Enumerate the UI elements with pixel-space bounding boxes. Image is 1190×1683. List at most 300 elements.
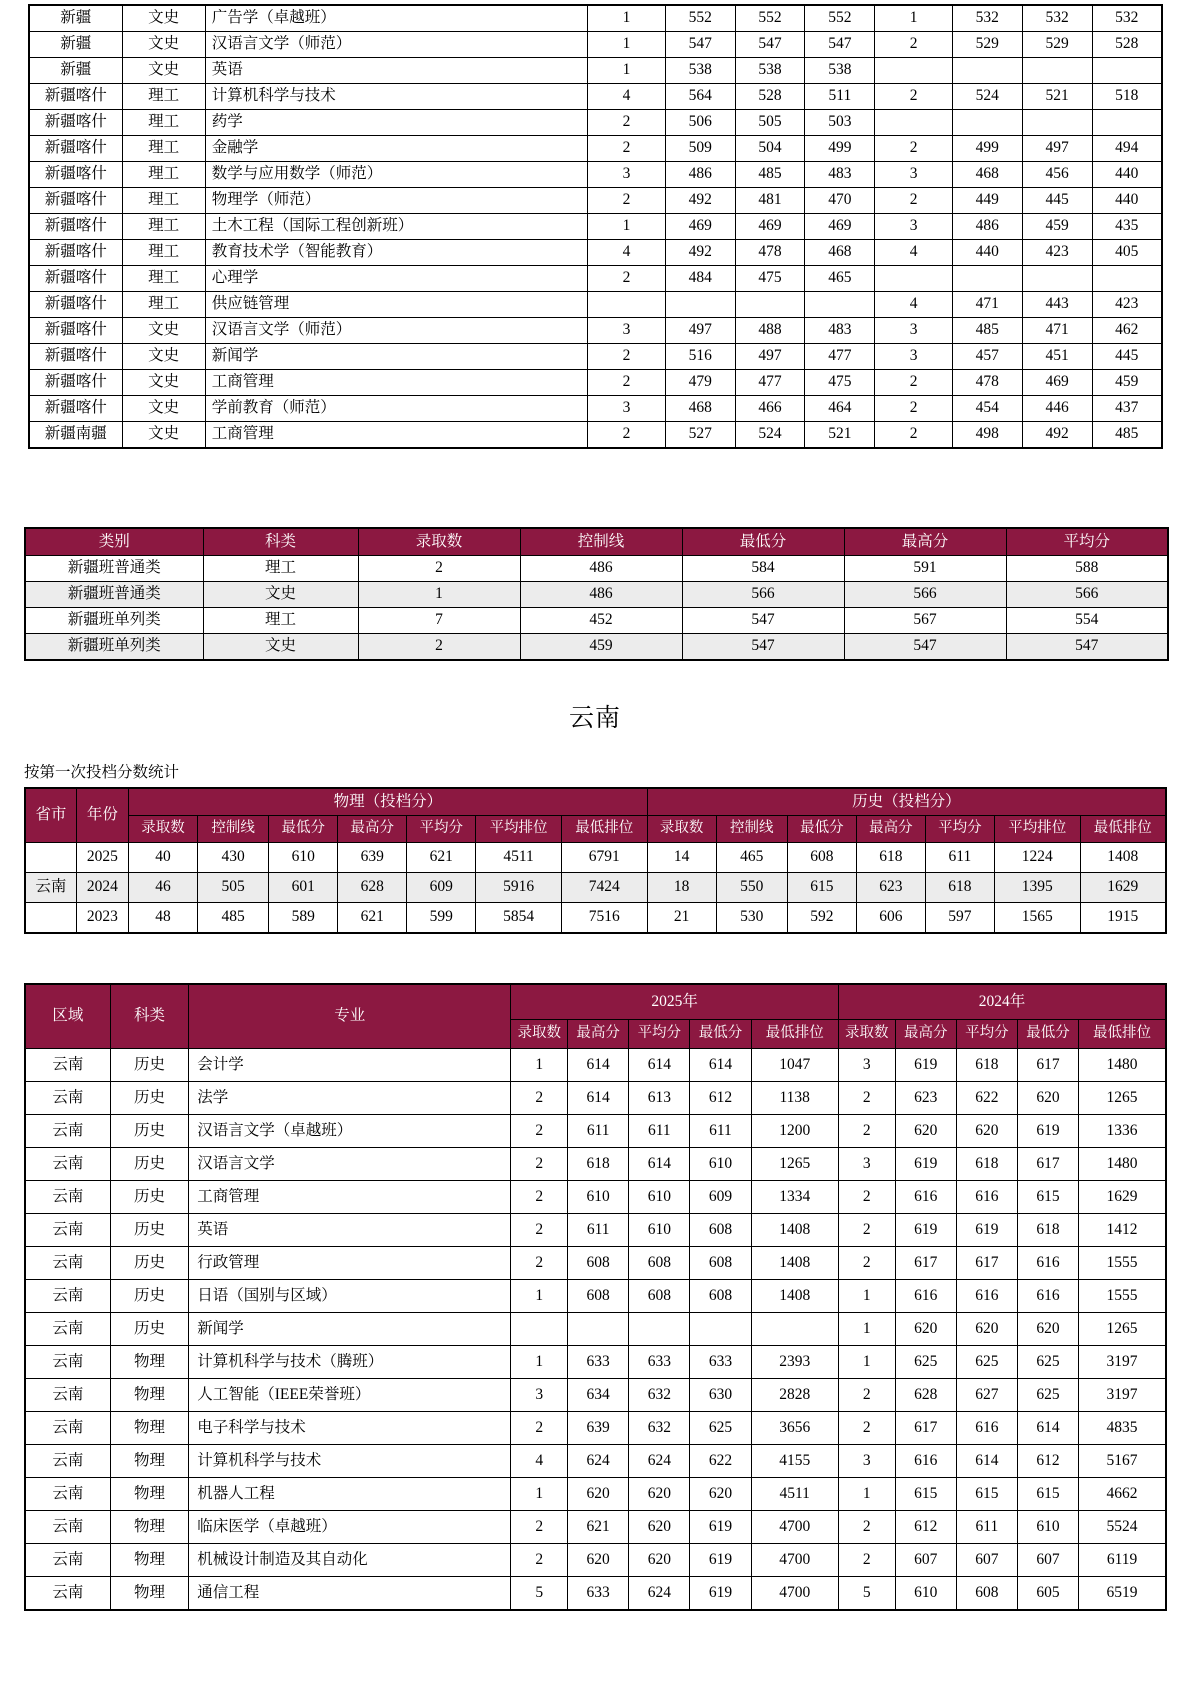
cell-region: 云南 — [25, 1148, 110, 1181]
cell-avg-2024 — [1022, 58, 1092, 84]
cell-max-2024 — [952, 266, 1022, 292]
cell-max-2025: 620 — [568, 1478, 629, 1511]
cell-region: 云南 — [25, 1577, 110, 1611]
cell-kelei: 历史 — [110, 1247, 189, 1280]
cell-count-2025: 2 — [511, 1148, 568, 1181]
cell-count-2025: 2 — [588, 266, 666, 292]
cell-value-13: 1224 — [994, 843, 1080, 873]
cell-control-line: 452 — [520, 608, 682, 634]
cell-kelei: 理工 — [122, 292, 205, 318]
cell-max-2024: 449 — [952, 188, 1022, 214]
cell-avg-2025: 620 — [629, 1478, 690, 1511]
cell-kelei: 理工 — [122, 84, 205, 110]
cell-max-2025 — [665, 292, 735, 318]
cell-min-2025: 633 — [690, 1346, 751, 1379]
cell-max-2025: 608 — [568, 1280, 629, 1313]
cell-min-2025: 630 — [690, 1379, 751, 1412]
cell-value-5: 621 — [407, 843, 476, 873]
group-header-2025: 2025年 — [511, 984, 839, 1020]
col-header-max-score: 最高分 — [844, 528, 1006, 556]
cell-value-14: 1408 — [1080, 843, 1166, 873]
cell-major: 计算机科学与技术（腾班） — [189, 1346, 511, 1379]
cell-count-2024: 1 — [838, 1313, 895, 1346]
cell-avg-2025: 614 — [629, 1148, 690, 1181]
cell-max-2024: 532 — [952, 5, 1022, 32]
cell-max-2025 — [568, 1313, 629, 1346]
table-row — [25, 1247, 1166, 1280]
cell-max-score: 567 — [844, 608, 1006, 634]
cell-major: 汉语言文学 — [189, 1148, 511, 1181]
cell-rank-2024: 3197 — [1079, 1346, 1166, 1379]
cell-major: 通信工程 — [189, 1577, 511, 1611]
cell-major: 广告学（卓越班） — [205, 5, 587, 32]
col-header-category: 类别 — [25, 528, 203, 556]
col-header-control-line: 控制线 — [520, 528, 682, 556]
cell-avg-2024: 492 — [1022, 422, 1092, 449]
cell-kelei: 文史 — [122, 58, 205, 84]
cell-kelei: 理工 — [122, 266, 205, 292]
yunnan-majors-table — [24, 983, 1167, 1611]
cell-kelei: 历史 — [110, 1280, 189, 1313]
cell-value-2: 505 — [198, 873, 269, 903]
cell-max-2024: 619 — [895, 1148, 956, 1181]
cell-avg-2024: 446 — [1022, 396, 1092, 422]
cell-area: 新疆喀什 — [29, 344, 122, 370]
cell-max-2025: 484 — [665, 266, 735, 292]
cell-count-2025: 2 — [511, 1412, 568, 1445]
cell-value-1: 40 — [129, 843, 198, 873]
col-subheader-history-5: 平均排位 — [994, 816, 1080, 843]
cell-region: 云南 — [25, 1115, 110, 1148]
cell-max-2024: 616 — [895, 1280, 956, 1313]
cell-max-2025: 611 — [568, 1115, 629, 1148]
cell-avg-2024: 456 — [1022, 162, 1092, 188]
cell-value-13: 1395 — [994, 873, 1080, 903]
cell-avg-2024: 445 — [1022, 188, 1092, 214]
cell-min-2025: 619 — [690, 1577, 751, 1611]
col-subheader-2025-4: 最低排位 — [751, 1020, 838, 1049]
cell-avg-2025: 632 — [629, 1412, 690, 1445]
cell-value-14: 1915 — [1080, 903, 1166, 934]
cell-max-2025: 468 — [665, 396, 735, 422]
cell-avg-2024: 619 — [956, 1214, 1017, 1247]
cell-rank-2025: 1200 — [751, 1115, 838, 1148]
cell-rank-2024: 1412 — [1079, 1214, 1166, 1247]
cell-max-2024: 498 — [952, 422, 1022, 449]
cell-avg-2024: 459 — [1022, 214, 1092, 240]
cell-avg-score: 588 — [1006, 556, 1168, 582]
cell-avg-2024: 616 — [956, 1412, 1017, 1445]
cell-area: 新疆喀什 — [29, 370, 122, 396]
cell-min-score: 566 — [682, 582, 844, 608]
cell-rank-2024: 6519 — [1079, 1577, 1166, 1611]
cell-avg-2025: 488 — [735, 318, 805, 344]
cell-min-score: 547 — [682, 634, 844, 661]
cell-min-2024: 620 — [1017, 1082, 1078, 1115]
cell-kelei: 文史 — [122, 396, 205, 422]
cell-min-2025: 477 — [805, 344, 875, 370]
cell-count-2024: 3 — [838, 1445, 895, 1478]
cell-area: 新疆喀什 — [29, 162, 122, 188]
col-subheader-2025-1: 最高分 — [568, 1020, 629, 1049]
cell-min-2024: 620 — [1017, 1313, 1078, 1346]
table-row — [25, 1379, 1166, 1412]
cell-area: 新疆 — [29, 32, 122, 58]
cell-count-2024: 2 — [875, 136, 953, 162]
cell-max-2024: 625 — [895, 1346, 956, 1379]
cell-min-2024: 494 — [1092, 136, 1162, 162]
cell-max-2025: 611 — [568, 1214, 629, 1247]
cell-max-2025: 552 — [665, 5, 735, 32]
cell-value-7: 7516 — [561, 903, 647, 934]
cell-kelei: 理工 — [122, 162, 205, 188]
table-row — [25, 1082, 1166, 1115]
table-row — [29, 318, 1162, 344]
table-row — [25, 1577, 1166, 1611]
cell-avg-2024: 617 — [956, 1247, 1017, 1280]
col-header-province: 省市 — [25, 788, 76, 843]
cell-major: 汉语言文学（师范） — [205, 32, 587, 58]
col-header-avg-score: 平均分 — [1006, 528, 1168, 556]
cell-avg-2025: 497 — [735, 344, 805, 370]
cell-major: 教育技术学（智能教育） — [205, 240, 587, 266]
cell-count-2025: 1 — [588, 58, 666, 84]
cell-avg-2025: 610 — [629, 1181, 690, 1214]
cell-avg-2025: 504 — [735, 136, 805, 162]
cell-max-2024: 457 — [952, 344, 1022, 370]
cell-avg-2025: 524 — [735, 422, 805, 449]
cell-avg-2025 — [629, 1313, 690, 1346]
cell-value-9: 530 — [716, 903, 787, 934]
cell-kelei: 文史 — [203, 634, 358, 661]
cell-value-10: 608 — [787, 843, 856, 873]
cell-count-2024: 2 — [875, 370, 953, 396]
cell-area: 新疆喀什 — [29, 84, 122, 110]
cell-avg-2024: 618 — [956, 1049, 1017, 1082]
cell-min-2025: 511 — [805, 84, 875, 110]
cell-area: 新疆喀什 — [29, 318, 122, 344]
cell-min-2024 — [1092, 266, 1162, 292]
cell-region: 云南 — [25, 1346, 110, 1379]
cell-min-2025: 622 — [690, 1445, 751, 1478]
cell-count-2025: 1 — [511, 1280, 568, 1313]
table-row — [25, 634, 1168, 661]
cell-max-2024: 619 — [895, 1214, 956, 1247]
table-row — [25, 1445, 1166, 1478]
cell-max-2025: 547 — [665, 32, 735, 58]
cell-rank-2025: 1334 — [751, 1181, 838, 1214]
cell-max-2024: 524 — [952, 84, 1022, 110]
cell-min-2024: 619 — [1017, 1115, 1078, 1148]
cell-value-4: 621 — [338, 903, 407, 934]
xinjiang-majors-table — [28, 4, 1163, 449]
cell-count-2025: 2 — [511, 1115, 568, 1148]
cell-count-2025: 2 — [511, 1214, 568, 1247]
table-row — [29, 422, 1162, 449]
cell-min-2025: 609 — [690, 1181, 751, 1214]
cell-min-2024: 616 — [1017, 1247, 1078, 1280]
cell-avg-2025 — [735, 292, 805, 318]
cell-avg-2024: 471 — [1022, 318, 1092, 344]
cell-year: 2024 — [76, 873, 128, 903]
yunnan-majors-table-wrapper — [24, 983, 1167, 1611]
cell-max-2025: 634 — [568, 1379, 629, 1412]
cell-max-2024: 478 — [952, 370, 1022, 396]
cell-max-2024: 440 — [952, 240, 1022, 266]
col-subheader-2025-3: 最低分 — [690, 1020, 751, 1049]
cell-min-2025: 619 — [690, 1544, 751, 1577]
cell-value-11: 623 — [856, 873, 925, 903]
cell-kelei: 历史 — [110, 1115, 189, 1148]
cell-avg-2025: 469 — [735, 214, 805, 240]
cell-value-11: 618 — [856, 843, 925, 873]
cell-max-score: 591 — [844, 556, 1006, 582]
cell-min-2024: 614 — [1017, 1412, 1078, 1445]
cell-min-2025: 470 — [805, 188, 875, 214]
cell-rank-2024: 1265 — [1079, 1082, 1166, 1115]
cell-max-2025: 633 — [568, 1577, 629, 1611]
cell-min-2024: 518 — [1092, 84, 1162, 110]
cell-major: 供应链管理 — [205, 292, 587, 318]
xinjiang-class-table — [24, 527, 1169, 661]
table-header-group-row — [25, 984, 1166, 1020]
cell-min-2025: 608 — [690, 1280, 751, 1313]
col-header-major: 专业 — [189, 984, 511, 1049]
cell-avg-2025: 614 — [629, 1049, 690, 1082]
cell-rank-2025: 2393 — [751, 1346, 838, 1379]
xinjiang-majors-table-wrapper — [28, 4, 1163, 449]
cell-min-2025: 552 — [805, 5, 875, 32]
col-subheader-history-2: 最低分 — [787, 816, 856, 843]
cell-major: 药学 — [205, 110, 587, 136]
cell-count-2024: 2 — [875, 396, 953, 422]
cell-min-2025: 483 — [805, 162, 875, 188]
cell-avg-2024: 616 — [956, 1280, 1017, 1313]
group-header-2024: 2024年 — [838, 984, 1166, 1020]
cell-min-2024: 615 — [1017, 1181, 1078, 1214]
cell-value-7: 6791 — [561, 843, 647, 873]
cell-min-2024: 437 — [1092, 396, 1162, 422]
table-row — [25, 1412, 1166, 1445]
cell-max-2024: 610 — [895, 1577, 956, 1611]
cell-count-2025: 3 — [588, 162, 666, 188]
table-row — [29, 214, 1162, 240]
table-row — [29, 32, 1162, 58]
cell-min-2024: 528 — [1092, 32, 1162, 58]
cell-rank-2024: 5167 — [1079, 1445, 1166, 1478]
table-row — [29, 266, 1162, 292]
cell-kelei: 文史 — [122, 344, 205, 370]
cell-rank-2024: 6119 — [1079, 1544, 1166, 1577]
cell-avg-2024: 521 — [1022, 84, 1092, 110]
cell-major: 新闻学 — [205, 344, 587, 370]
cell-min-2025: 483 — [805, 318, 875, 344]
cell-max-2025: 516 — [665, 344, 735, 370]
cell-avg-2025: 620 — [629, 1511, 690, 1544]
col-header-kelei: 科类 — [203, 528, 358, 556]
col-subheader-2024-4: 最低排位 — [1079, 1020, 1166, 1049]
cell-min-2025 — [690, 1313, 751, 1346]
cell-max-2024: 623 — [895, 1082, 956, 1115]
cell-min-2025 — [805, 292, 875, 318]
cell-admitted: 2 — [358, 634, 520, 661]
cell-kelei: 历史 — [110, 1214, 189, 1247]
cell-region: 云南 — [25, 1280, 110, 1313]
cell-avg-2024: 611 — [956, 1511, 1017, 1544]
cell-major: 机器人工程 — [189, 1478, 511, 1511]
table-row — [29, 110, 1162, 136]
cell-count-2025: 2 — [511, 1544, 568, 1577]
cell-control-line: 486 — [520, 556, 682, 582]
cell-area: 新疆喀什 — [29, 292, 122, 318]
col-subheader-history-3: 最高分 — [856, 816, 925, 843]
col-subheader-physics-4: 平均分 — [407, 816, 476, 843]
cell-category: 新疆班单列类 — [25, 634, 203, 661]
cell-count-2025: 2 — [511, 1082, 568, 1115]
cell-avg-2025: 552 — [735, 5, 805, 32]
cell-max-2024 — [952, 110, 1022, 136]
cell-min-2024: 618 — [1017, 1214, 1078, 1247]
cell-count-2024: 1 — [838, 1478, 895, 1511]
cell-kelei: 理工 — [122, 110, 205, 136]
cell-major: 土木工程（国际工程创新班） — [205, 214, 587, 240]
cell-kelei: 理工 — [122, 136, 205, 162]
cell-avg-2025: 633 — [629, 1346, 690, 1379]
col-subheader-physics-1: 控制线 — [198, 816, 269, 843]
cell-max-2024: 616 — [895, 1445, 956, 1478]
cell-count-2025: 2 — [588, 344, 666, 370]
cell-value-4: 628 — [338, 873, 407, 903]
cell-avg-2024: 423 — [1022, 240, 1092, 266]
cell-value-3: 589 — [269, 903, 338, 934]
cell-count-2024: 3 — [875, 162, 953, 188]
cell-min-2024: 445 — [1092, 344, 1162, 370]
cell-major: 学前教育（师范） — [205, 396, 587, 422]
cell-kelei: 物理 — [110, 1478, 189, 1511]
cell-rank-2024: 5524 — [1079, 1511, 1166, 1544]
cell-value-12: 611 — [925, 843, 994, 873]
table-row — [25, 873, 1166, 903]
cell-value-6: 5854 — [476, 903, 562, 934]
cell-min-2024: 485 — [1092, 422, 1162, 449]
cell-max-2025: 506 — [665, 110, 735, 136]
col-header-min-score: 最低分 — [682, 528, 844, 556]
cell-count-2025: 1 — [588, 32, 666, 58]
col-subheader-2024-3: 最低分 — [1017, 1020, 1078, 1049]
cell-value-12: 597 — [925, 903, 994, 934]
cell-avg-2024: 620 — [956, 1115, 1017, 1148]
cell-avg-2025: 632 — [629, 1379, 690, 1412]
cell-max-2025: 486 — [665, 162, 735, 188]
cell-count-2025 — [588, 292, 666, 318]
cell-province: 云南 — [25, 873, 76, 903]
cell-avg-2024: 614 — [956, 1445, 1017, 1478]
cell-control-line: 486 — [520, 582, 682, 608]
cell-kelei: 文史 — [122, 32, 205, 58]
cell-kelei: 历史 — [110, 1181, 189, 1214]
cell-rank-2025: 4511 — [751, 1478, 838, 1511]
cell-avg-2025: 478 — [735, 240, 805, 266]
cell-count-2024: 2 — [838, 1412, 895, 1445]
table-header-group-row — [25, 788, 1166, 816]
cell-value-6: 4511 — [476, 843, 562, 873]
col-subheader-2024-1: 最高分 — [895, 1020, 956, 1049]
cell-avg-2025: 611 — [629, 1115, 690, 1148]
cell-rank-2024: 3197 — [1079, 1379, 1166, 1412]
cell-max-2024: 529 — [952, 32, 1022, 58]
cell-max-2024: 499 — [952, 136, 1022, 162]
cell-min-2025: 538 — [805, 58, 875, 84]
cell-value-11: 606 — [856, 903, 925, 934]
table-row — [25, 1346, 1166, 1379]
cell-count-2025: 1 — [511, 1049, 568, 1082]
cell-count-2025: 1 — [511, 1478, 568, 1511]
cell-min-score: 584 — [682, 556, 844, 582]
cell-count-2025: 4 — [588, 240, 666, 266]
table-row — [25, 903, 1166, 934]
cell-major: 人工智能（IEEE荣誉班） — [189, 1379, 511, 1412]
cell-area: 新疆喀什 — [29, 266, 122, 292]
cell-min-2025: 608 — [690, 1214, 751, 1247]
cell-max-2025: 492 — [665, 188, 735, 214]
cell-value-5: 609 — [407, 873, 476, 903]
cell-major: 数学与应用数学（师范） — [205, 162, 587, 188]
cell-min-2024: 612 — [1017, 1445, 1078, 1478]
cell-min-2024: 459 — [1092, 370, 1162, 396]
cell-value-2: 430 — [198, 843, 269, 873]
cell-count-2024: 4 — [875, 240, 953, 266]
cell-min-2024 — [1092, 58, 1162, 84]
cell-major: 英语 — [189, 1214, 511, 1247]
cell-count-2024: 2 — [875, 84, 953, 110]
cell-min-2025: 547 — [805, 32, 875, 58]
cell-max-2024: 612 — [895, 1511, 956, 1544]
cell-kelei: 理工 — [122, 188, 205, 214]
cell-avg-score: 554 — [1006, 608, 1168, 634]
cell-avg-2025: 485 — [735, 162, 805, 188]
cell-min-2024 — [1092, 110, 1162, 136]
cell-count-2024: 2 — [838, 1379, 895, 1412]
table-row — [29, 136, 1162, 162]
cell-count-2025: 2 — [588, 136, 666, 162]
cell-rank-2025: 4155 — [751, 1445, 838, 1478]
cell-value-14: 1629 — [1080, 873, 1166, 903]
cell-value-9: 550 — [716, 873, 787, 903]
cell-kelei: 物理 — [110, 1445, 189, 1478]
cell-max-2024: 615 — [895, 1478, 956, 1511]
cell-max-2025: 639 — [568, 1412, 629, 1445]
cell-avg-score: 547 — [1006, 634, 1168, 661]
table-row — [29, 5, 1162, 32]
cell-kelei: 物理 — [110, 1544, 189, 1577]
cell-max-2024: 486 — [952, 214, 1022, 240]
cell-max-2025: 564 — [665, 84, 735, 110]
cell-min-2025: 521 — [805, 422, 875, 449]
cell-max-2024: 454 — [952, 396, 1022, 422]
cell-max-2025: 633 — [568, 1346, 629, 1379]
cell-value-3: 610 — [269, 843, 338, 873]
cell-count-2024: 2 — [838, 1247, 895, 1280]
cell-avg-2024 — [1022, 266, 1092, 292]
cell-min-2025: 465 — [805, 266, 875, 292]
cell-avg-score: 566 — [1006, 582, 1168, 608]
table-row — [25, 1181, 1166, 1214]
cell-region: 云南 — [25, 1214, 110, 1247]
cell-min-2024: 440 — [1092, 188, 1162, 214]
cell-min-2025: 464 — [805, 396, 875, 422]
table-row — [25, 1148, 1166, 1181]
cell-kelei: 文史 — [203, 582, 358, 608]
